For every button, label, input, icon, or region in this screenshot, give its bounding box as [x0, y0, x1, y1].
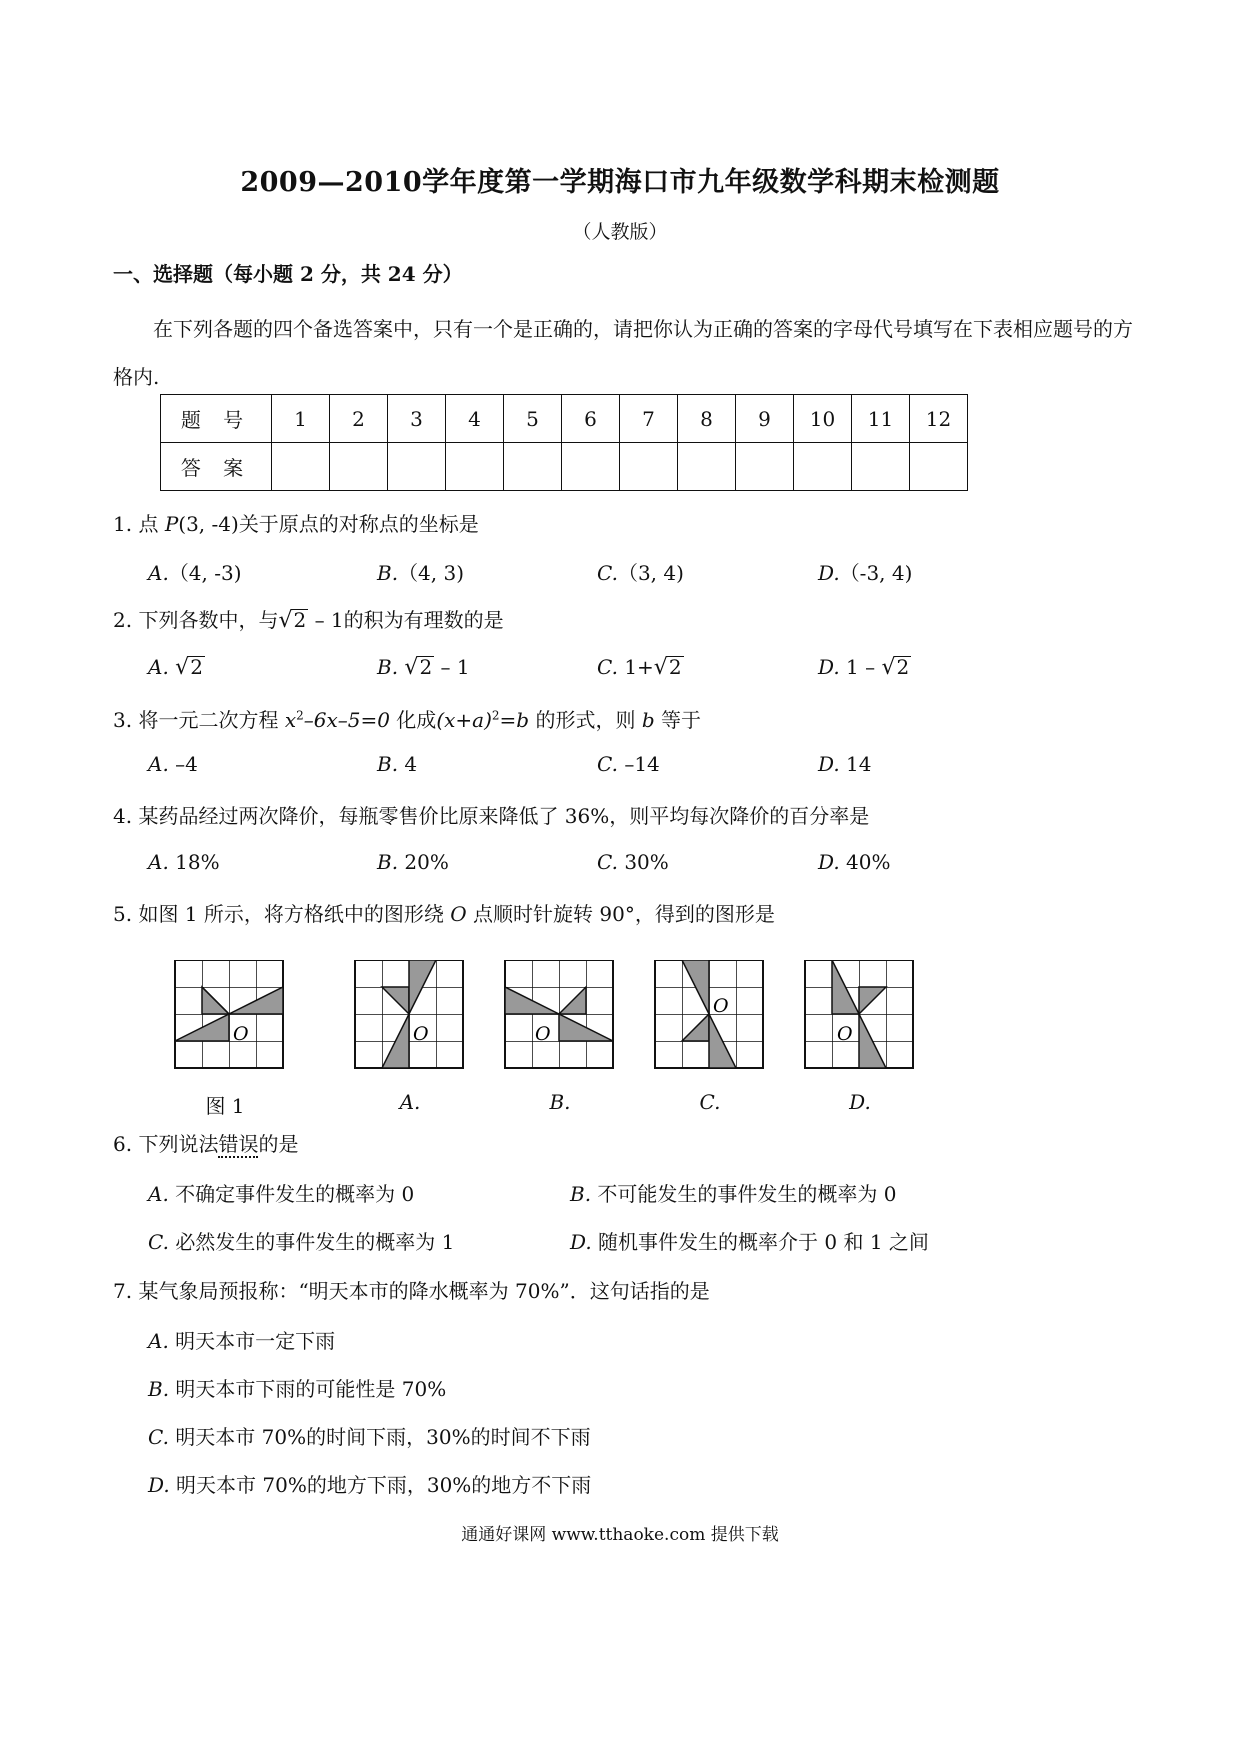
option-b[interactable]: B. 20% — [377, 850, 449, 874]
figure-d-grid — [805, 960, 913, 1068]
question-5: 5. 如图 1 所示，将方格纸中的图形绕 O 点顺时针旋转 90°，得到的图形是 — [113, 902, 775, 926]
option-c[interactable]: C. 30% — [597, 850, 669, 874]
question-7: 7. 某气象局预报称：“明天本市的降水概率为 70%”．这句话指的是 — [113, 1279, 710, 1303]
table-cell: 7 — [620, 395, 678, 443]
option-a[interactable]: A. √2 — [148, 655, 203, 680]
option-c[interactable]: C. –14 — [597, 752, 660, 776]
footer-text: 通通好课网 www.tthaoke.com 提供下载 — [461, 1525, 779, 1545]
figure-c-grid — [655, 960, 763, 1068]
figure-caption: 图 1 — [205, 1094, 245, 1118]
table-row — [161, 443, 968, 491]
figure-a-grid — [355, 960, 463, 1068]
option-c[interactable]: C. 1+√2 — [597, 655, 682, 680]
option-a[interactable]: A.（4, -3) — [148, 561, 242, 585]
table-cell: 2 — [330, 395, 388, 443]
point-o-label: O — [713, 995, 729, 1017]
option-d[interactable]: D. 随机事件发生的概率介于 0 和 1 之间 — [570, 1230, 929, 1254]
option-d[interactable]: D. 40% — [818, 850, 891, 874]
answer-cell[interactable] — [562, 443, 620, 491]
rotation-figures — [150, 960, 930, 1085]
answer-cell[interactable] — [446, 443, 504, 491]
point-o-label: O — [233, 1023, 249, 1045]
table-cell: 5 — [504, 395, 562, 443]
question-2: 2. 下列各数中，与√2 – 1的积为有理数的是 — [113, 608, 504, 633]
point-o-label: O — [837, 1023, 853, 1045]
option-d[interactable]: D.（-3, 4) — [818, 561, 913, 585]
question-1: 1. 点 P(3, -4)关于原点的对称点的坐标是 — [113, 512, 479, 536]
answer-cell[interactable] — [272, 443, 330, 491]
answer-cell[interactable] — [620, 443, 678, 491]
radical-icon: √ — [881, 655, 896, 680]
answer-table — [160, 394, 968, 491]
option-b[interactable]: B. 不可能发生的事件发生的概率为 0 — [570, 1182, 897, 1206]
answer-cell[interactable] — [736, 443, 794, 491]
point-o-label: O — [413, 1023, 429, 1045]
figure-caption[interactable]: D. — [849, 1090, 871, 1114]
option-c[interactable]: C. 必然发生的事件发生的概率为 1 — [148, 1230, 455, 1254]
option-d[interactable]: D. 14 — [818, 752, 872, 776]
radical-icon: √ — [175, 655, 190, 680]
option-a[interactable]: A. 不确定事件发生的概率为 0 — [148, 1182, 415, 1206]
figure-caption[interactable]: C. — [699, 1090, 721, 1114]
option-b[interactable]: B. 4 — [377, 752, 418, 776]
option-d[interactable]: D. 1 – √2 — [818, 655, 910, 680]
figure-caption[interactable]: A. — [399, 1090, 421, 1114]
answer-cell[interactable] — [504, 443, 562, 491]
instruction-text: 在下列各题的四个备选答案中，只有一个是正确的，请把你认为正确的答案的字母代号填写在下表相应题号的方格内. — [113, 317, 1133, 389]
table-cell: 11 — [852, 395, 910, 443]
figure-1-grid — [175, 960, 283, 1068]
figure-caption[interactable]: B. — [549, 1090, 571, 1114]
answer-cell[interactable] — [388, 443, 446, 491]
option-a[interactable]: A. –4 — [148, 752, 198, 776]
table-cell: 4 — [446, 395, 504, 443]
table-cell: 12 — [910, 395, 968, 443]
section-heading: 一、选择题（每小题 2 分，共 24 分） — [113, 262, 463, 286]
table-cell: 3 — [388, 395, 446, 443]
option-b[interactable]: B. √2 – 1 — [377, 655, 470, 680]
answer-cell[interactable] — [678, 443, 736, 491]
page-subtitle: （人教版） — [572, 221, 668, 243]
table-cell: 1 — [272, 395, 330, 443]
option-a[interactable]: A. 18% — [148, 850, 220, 874]
table-cell: 8 — [678, 395, 736, 443]
answer-cell[interactable] — [852, 443, 910, 491]
table-cell: 6 — [562, 395, 620, 443]
option-b[interactable]: B.（4, 3) — [377, 561, 465, 585]
answer-cell[interactable] — [330, 443, 388, 491]
page-title: 2009—2010学年度第一学期海口市九年级数学科期末检测题 — [240, 167, 1000, 198]
question-4: 4. 某药品经过两次降价，每瓶零售价比原来降低了 36%，则平均每次降价的百分率是 — [113, 804, 870, 828]
answer-cell[interactable] — [910, 443, 968, 491]
question-6: 6. 下列说法错误的是 — [113, 1132, 299, 1156]
option-d[interactable]: D. 明天本市 70%的地方下雨，30%的地方不下雨 — [148, 1473, 592, 1497]
answer-cell[interactable] — [794, 443, 852, 491]
question-3: 3. 将一元二次方程 $x^2-6x-5=0$ 化成$(x+a)^2=b$ 的形式，则 b 等于 — [113, 708, 701, 732]
table-header-cell: 题 号 — [161, 395, 272, 443]
table-cell: 9 — [736, 395, 794, 443]
table-row — [161, 395, 968, 443]
table-cell: 10 — [794, 395, 852, 443]
radical-icon: √ — [404, 655, 419, 680]
radical-icon: √ — [653, 655, 668, 680]
option-b[interactable]: B. 明天本市下雨的可能性是 70% — [148, 1377, 447, 1401]
table-header-cell: 答 案 — [161, 443, 272, 491]
option-c[interactable]: C. 明天本市 70%的时间下雨，30%的时间不下雨 — [148, 1425, 591, 1449]
radical-icon: √ — [278, 608, 293, 633]
option-a[interactable]: A. 明天本市一定下雨 — [148, 1329, 336, 1353]
point-o-label: O — [535, 1023, 551, 1045]
option-c[interactable]: C.（3, 4) — [597, 561, 684, 585]
figure-b-grid — [505, 960, 613, 1068]
